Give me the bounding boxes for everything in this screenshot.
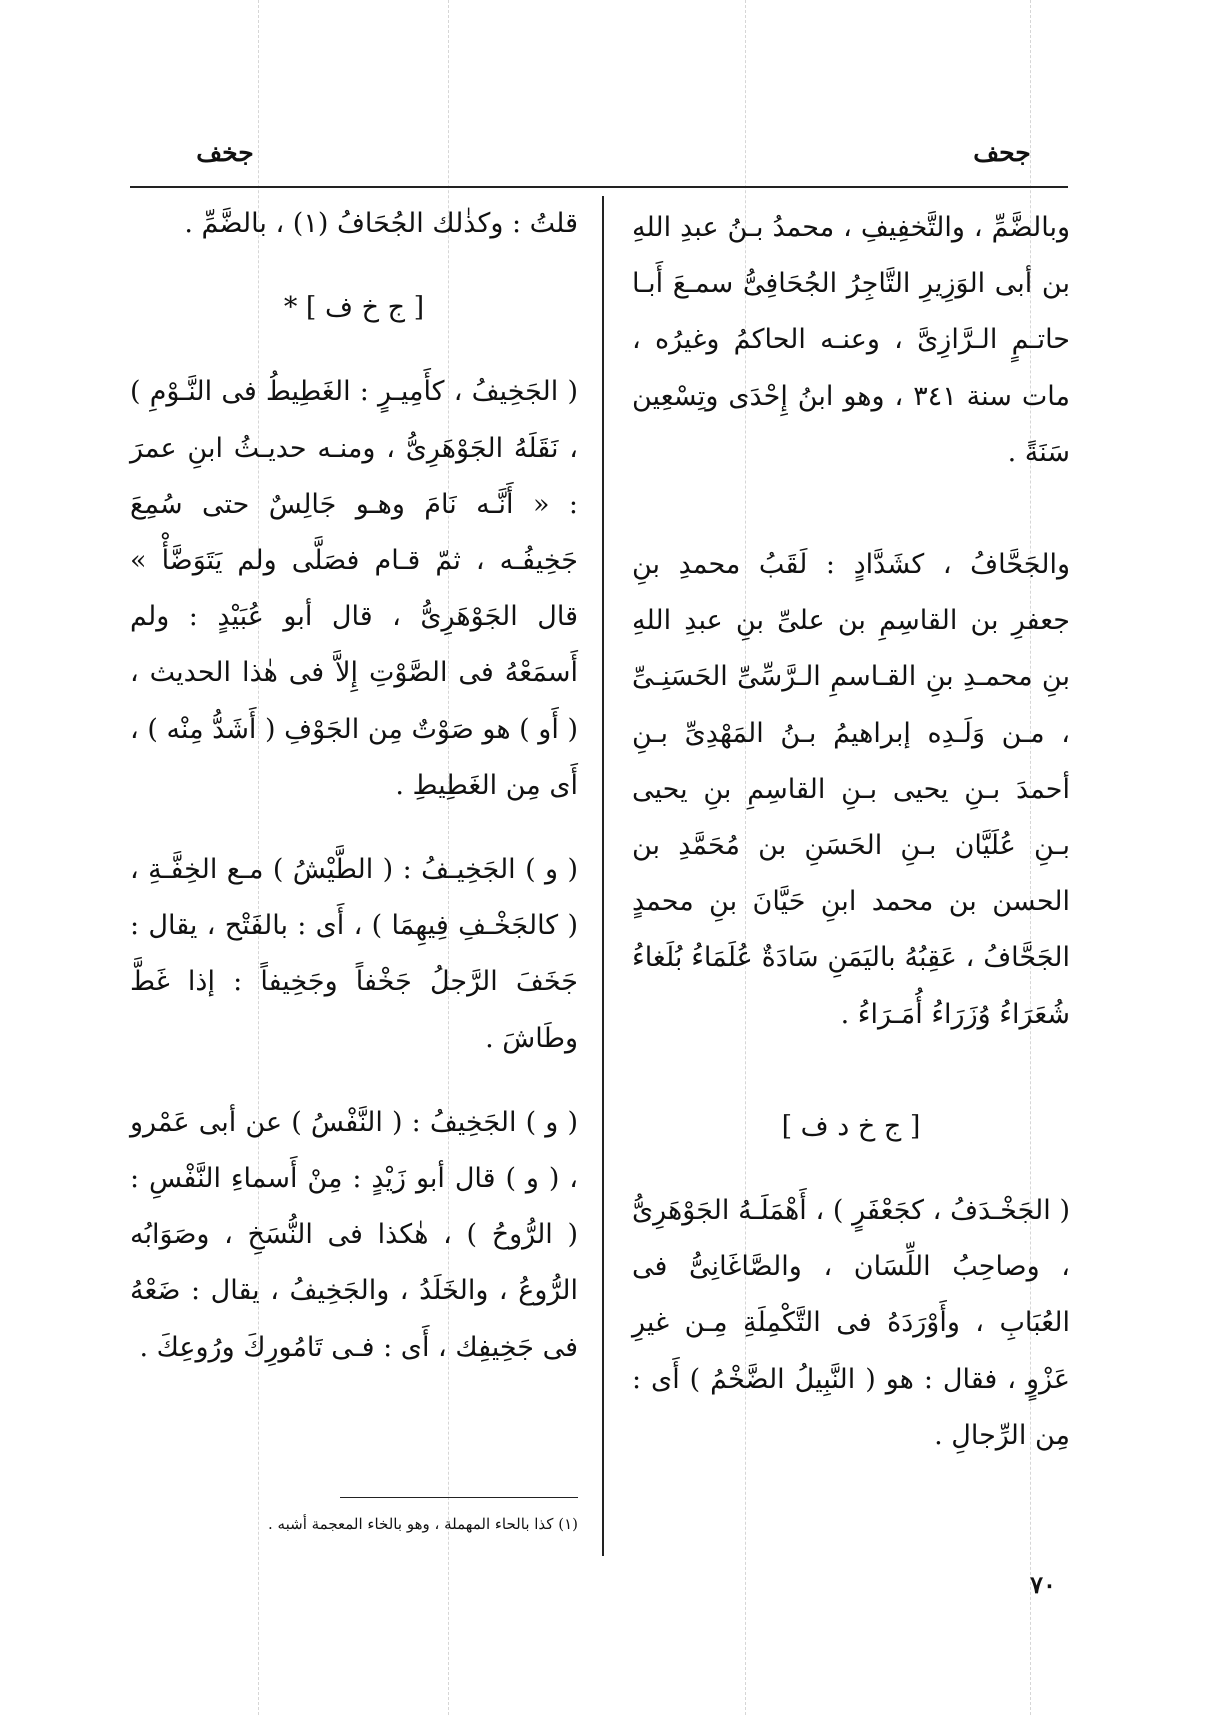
right-column xyxy=(632,200,1070,1464)
paragraph-jahhafi: وبالضَّمِّ ، والتَّخفِيفِ ، محمدُ بـنُ عبدِ اللهِ بن أبى الوَزِيرِ التَّاجِرُ الجُحَافِىُّ سمـعَ أَبـا حاتـمٍ الـرَّازِىَّ ، وعنـه الحاكمُ وغيرُه ، مات سنة ٣٤١ ، وهو ابنُ إِحْدَى وتِسْعِين سَنَةً . xyxy=(632,212,1070,468)
paragraph-jakhif-recklessness: ( و ) الجَخِيـفُ : ( الطَّيْشُ ) مـع الخِفَّـةِ ، ( كالجَخْـفِ فِيهِمَا ) ، أَى : بالفَتْح ، يقال : جَخَفَ الرَّجلُ جَخْفاً وجَخِيفاً : إذا غَطَّ وطَاشَ . xyxy=(130,854,578,1054)
left-column xyxy=(130,196,578,1376)
paragraph-jahhaf: والجَحَّافُ ، كشَدَّادٍ : لَقَبُ محمدِ بنِ جعفرِ بن القاسِمِ بن علىِّ بنِ عبدِ اللهِ بنِ محمـدِ بنِ القـاسمِ الـرَّسِّىِّ الحَسَنِـىِّ ، مـن وَلَـدِه إبراهيمُ بـنُ المَهْدِىِّ بـنِ أحمدَ بـنِ يحيى بـنِ القاسِمِ بنِ يحيى بـنِ عُلَيَّان بـنِ الحَسَنِ بن مُحَمَّدِ بن الحسن بن محمد ابنِ حَيَّانَ بنِ محمدٍ الجَحَّافُ ، عَقِبُهُ باليَمَنِ سَادَةٌ عُلَمَاءُ بُلَغاءُ شُعَرَاءُ وُزَرَاءُ أُمَـرَاءُ . xyxy=(632,549,1070,1030)
running-head-right: جحف xyxy=(973,138,1031,167)
paragraph-jakhif-snoring: ( الجَخِيفُ ، كأَمِيـرٍ : الغَطِيطُ فى النَّـوْمِ ) ، نَقَلَهُ الجَوْهَرِىُّ ، ومنـه حديـثُ ابنِ عمرَ : « أَنَّـه نَامَ وهـو جَالِسٌ حتى سُمِعَ جَخِيفُـه ، ثمّ قـام فصَلَّى ولم يَتَوَضَّأْ » قال الجَوْهَرِىُّ ، قال أبو عُبَيْدٍ : ولم أَسمَعْهُ فى الصَّوْتِ إِلاَّ فى هٰذا الحديث ، ( أَو ) هو صَوْتٌ مِن الجَوْفِ ( أَشَدُّ مِنْه ) ، أَى مِن الغَطِيطِ . xyxy=(130,376,578,801)
footnote-rule xyxy=(340,1497,578,1498)
page-number: ٧٠ xyxy=(1030,1570,1056,1599)
column-divider xyxy=(602,196,604,1556)
entry-heading-jkhdf: [ ج خ د ف ] xyxy=(781,1110,921,1142)
footnote: (١) كذا بالحاء المهملة ، وهو بالخاء المعجمة أشبه . xyxy=(268,1515,578,1533)
header-rule xyxy=(130,186,1068,188)
running-head-left: جخف xyxy=(196,138,254,167)
entry-heading-jkhf: [ ج خ ف ] * xyxy=(283,292,425,324)
paragraph-jakhif-soul: ( و ) الجَخِيفُ : ( النَّفْسُ ) عن أبى عَمْرو ، ( و ) قال أبو زَيْدٍ : مِنْ أَسماءِ النَّفْسِ : ( الرُّوحُ ) ، هٰكذا فى النُّسَخِ ، وصَوَابُه الرُّوعُ ، والخَلَدُ ، والجَخِيفُ ، يقال : ضَعْهُ فى جَخِيفِك ، أَى : فـى تَامُورِكَ ورُوعِكَ . xyxy=(130,1106,578,1363)
paragraph-jakhdaf: ( الجَخْـدَفُ ، كجَعْفَرٍ ) ، أَهْمَلَـهُ الجَوْهَرِىُّ ، وصاحِبُ اللِّسَان ، والصَّاغَانِىُّ فى العُبَابِ ، وأَوْرَدَهُ فى التَّكْمِلَةِ مِـن غيرِ عَزْوٍ ، فقال : هو ( النَّبِيلُ الضَّخْمُ ) أَى : مِن الرِّجالِ . xyxy=(632,1195,1070,1451)
opening-line: قلتُ : وكذٰلك الجُحَافُ (١) ، بالضَّمِّ . xyxy=(184,208,578,239)
